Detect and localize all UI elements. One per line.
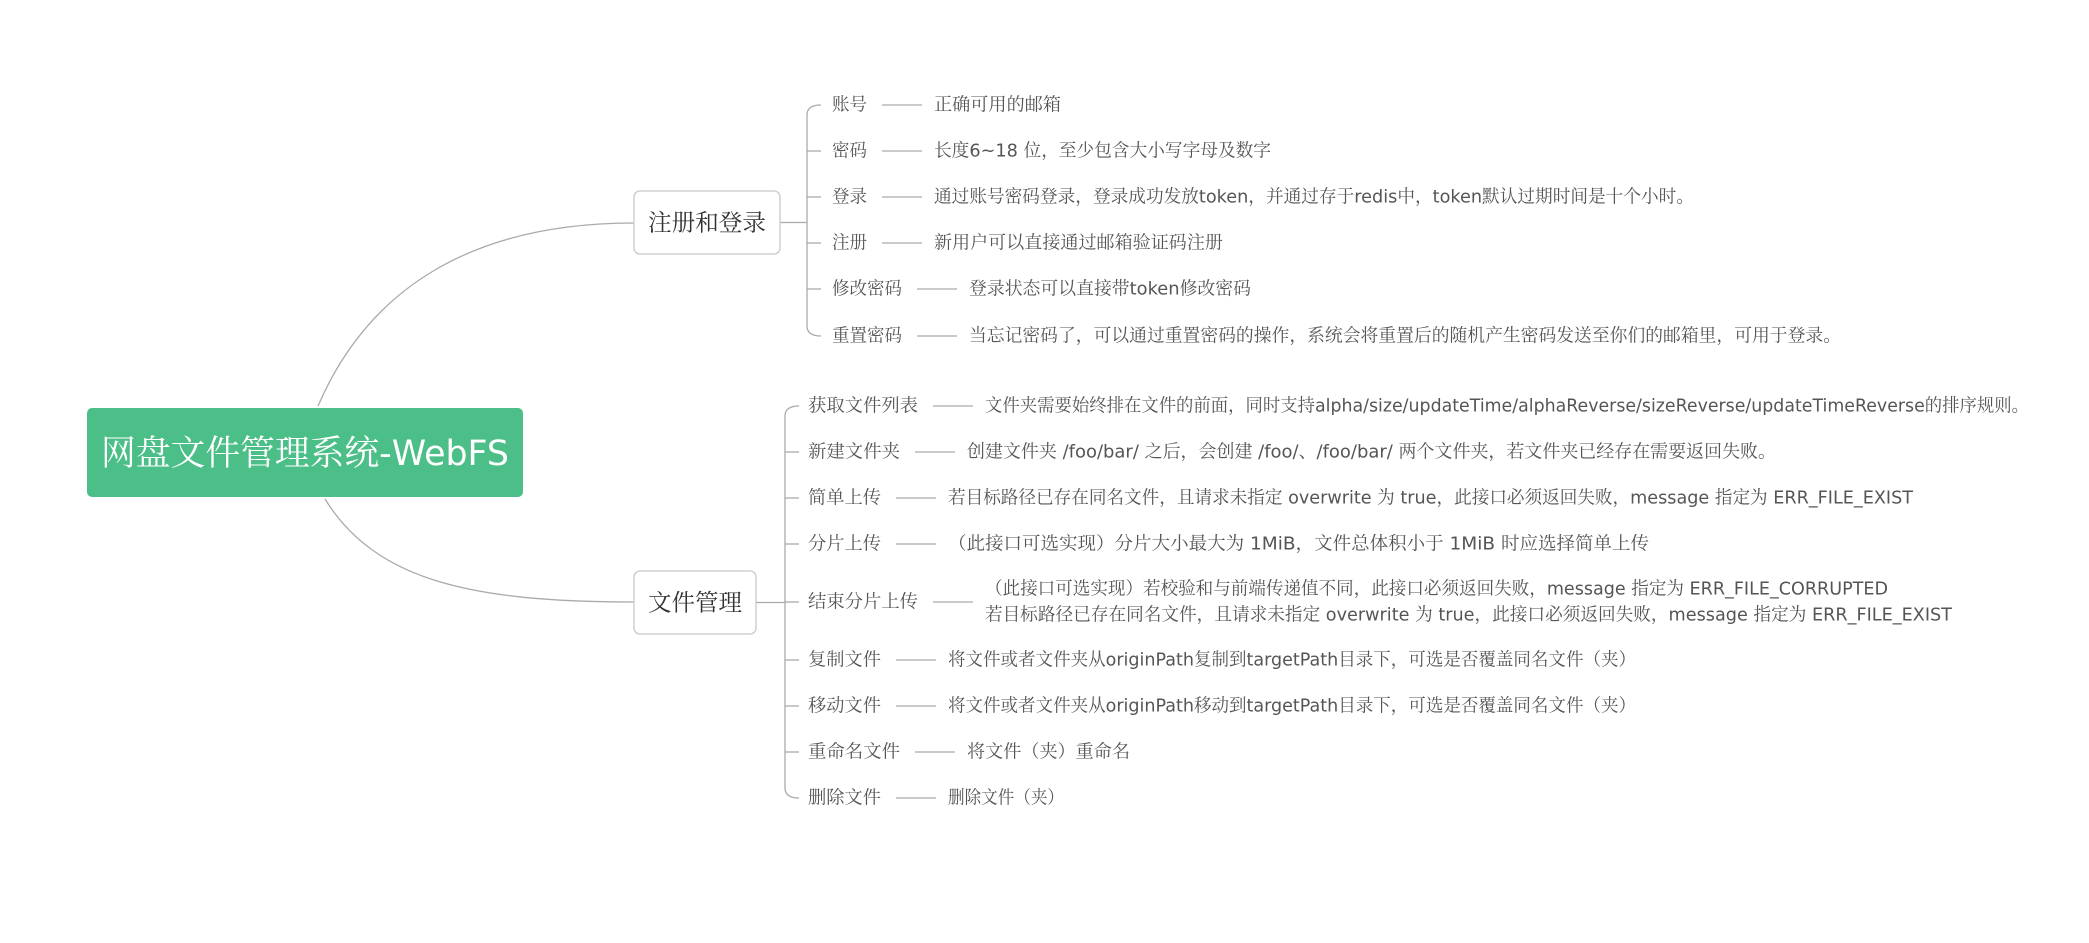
leaf-label: 登录: [832, 186, 867, 208]
child-bracket: [807, 105, 821, 336]
leaf-description: 正确可用的邮箱: [934, 94, 1061, 116]
leaf-description: 登录状态可以直接带token修改密码: [969, 278, 1251, 300]
leaf-description: （此接口可选实现）若校验和与前端传递值不同，此接口必须返回失败，message 指定为 ERR_FILE_CORRUPTED: [985, 578, 1888, 600]
root-title: 网盘文件管理系统-WebFS: [101, 434, 509, 474]
leaf-description: 通过账号密码登录，登录成功发放token，并通过存于redis中，token默认过期时间是十个小时。: [934, 186, 1694, 208]
leaf-item[interactable]: [832, 141, 1271, 162]
leaf-label: 新建文件夹: [808, 441, 900, 463]
leaf-item[interactable]: [832, 95, 1061, 116]
leaf-description: 文件夹需要始终排在文件的前面，同时支持alpha/size/updateTime/alphaReverse/sizeReverse/updateTimeReverse的排序规则。: [985, 395, 2029, 417]
leaf-item[interactable]: [808, 742, 1130, 763]
leaf-description: 长度6~18 位，至少包含大小写字母及数字: [934, 140, 1271, 162]
root-branch-connector: [325, 499, 634, 602]
leaf-label: 移动文件: [808, 695, 881, 717]
leaf-description: 将文件或者文件夹从originPath复制到targetPath目录下，可选是否覆盖同名文件（夹）: [948, 649, 1636, 671]
leaf-description: 当忘记密码了，可以通过重置密码的操作，系统会将重置后的随机产生密码发送至你们的邮箱里，可用于登录。: [969, 325, 1841, 347]
leaf-label: 重置密码: [832, 325, 902, 347]
leaf-item[interactable]: [808, 650, 1636, 671]
leaf-label: 简单上传: [808, 487, 881, 509]
leaf-description: 创建文件夹 /foo/bar/ 之后，会创建 /foo/、/foo/bar/ 两个文件夹，若文件夹已经存在需要返回失败。: [967, 441, 1776, 463]
leaf-item[interactable]: [808, 696, 1636, 717]
branch-node-0[interactable]: [634, 191, 780, 254]
leaf-item[interactable]: [832, 233, 1223, 254]
leaf-item[interactable]: [808, 488, 1914, 509]
branch-title: 文件管理: [648, 588, 743, 617]
leaf-label: 删除文件: [808, 787, 881, 809]
branch-node-1[interactable]: [634, 571, 756, 634]
leaf-label: 修改密码: [832, 278, 902, 300]
leaf-description: （此接口可选实现）分片大小最大为 1MiB，文件总体积小于 1MiB 时应选择简单上传: [948, 533, 1630, 555]
leaf-item[interactable]: [808, 579, 1953, 626]
leaf-label: 账号: [832, 94, 867, 116]
leaf-label: 获取文件列表: [808, 395, 918, 417]
leaf-item[interactable]: [832, 326, 1841, 347]
leaf-item[interactable]: [832, 279, 1251, 300]
leaf-label: 注册: [832, 232, 867, 254]
leaf-description: 新用户可以直接通过邮箱验证码注册: [934, 232, 1223, 254]
leaf-label: 分片上传: [808, 533, 881, 555]
leaf-description: 将文件（夹）重命名: [967, 741, 1130, 763]
leaf-description: 将文件或者文件夹从originPath移动到targetPath目录下，可选是否覆盖同名文件（夹）: [948, 695, 1636, 717]
root-branch-connector: [318, 223, 634, 406]
branch-title: 注册和登录: [648, 208, 766, 237]
leaf-item[interactable]: [832, 187, 1694, 208]
leaf-item[interactable]: [808, 396, 2029, 417]
branch-layer: [634, 95, 2029, 809]
leaf-description: 删除文件（夹）: [948, 787, 1064, 809]
leaf-description: 若目标路径已存在同名文件，且请求未指定 overwrite 为 true，此接口必须返回失败，message 指定为 ERR_FILE_EXIST: [948, 487, 1914, 509]
leaf-item[interactable]: [808, 533, 1649, 555]
leaf-item[interactable]: [808, 442, 1776, 463]
leaf-item[interactable]: [808, 788, 1064, 809]
leaf-label: 结束分片上传: [808, 591, 918, 613]
leaf-label: 重命名文件: [808, 741, 900, 763]
leaf-description: 若目标路径已存在同名文件，且请求未指定 overwrite 为 true，此接口必须返回失败，message 指定为 ERR_FILE_EXIST: [985, 604, 1953, 626]
leaf-label: 复制文件: [808, 649, 881, 671]
root-node[interactable]: [87, 408, 523, 497]
leaf-label: 密码: [832, 140, 867, 162]
